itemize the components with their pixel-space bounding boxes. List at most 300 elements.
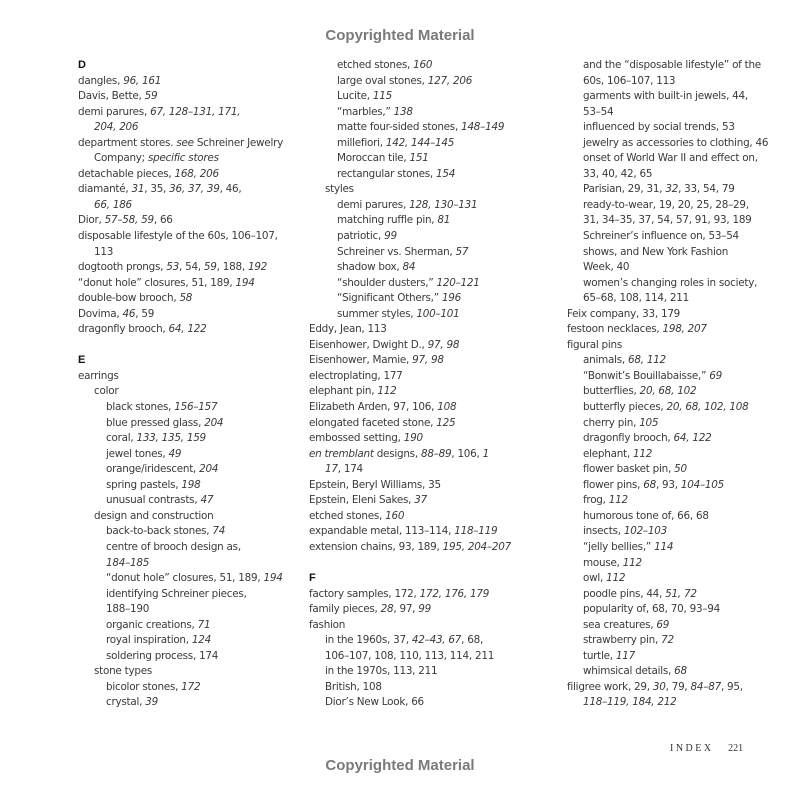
index-entry <box>309 447 539 463</box>
illustration-page-ref: 133, 135, 159 <box>136 432 206 445</box>
entry-text: Davis, Bette, <box>78 90 145 103</box>
illustration-page-ref: 59 <box>144 90 158 103</box>
index-column-1 <box>78 58 308 711</box>
illustration-page-ref: 59 <box>203 261 217 274</box>
illustration-page-ref: 68 <box>643 478 656 491</box>
index-entry <box>78 291 308 307</box>
entry-text: British, 108 <box>325 680 382 693</box>
index-entry <box>309 509 539 525</box>
entry-text: flower basket pin, <box>583 463 675 476</box>
entry-text: organic creations, <box>106 618 198 631</box>
page-number: 221 <box>728 743 744 754</box>
entry-text: elephant pin, <box>309 385 378 398</box>
illustration-page-ref: 194 <box>263 572 283 585</box>
index-subentry <box>567 571 792 587</box>
entry-text: coral, <box>106 432 137 445</box>
index-letter-heading <box>78 353 308 369</box>
entry-text: 113 <box>94 245 114 258</box>
index-entry <box>309 602 539 618</box>
index-subentry <box>309 167 539 183</box>
page-footer <box>670 743 743 754</box>
index-subentry <box>567 120 792 136</box>
illustration-page-ref: 108 <box>437 401 457 414</box>
entry-text: butterflies, <box>583 385 640 398</box>
index-subentry <box>78 384 308 400</box>
entry-text: ready-to-wear, 19, 20, 25, 28–29, <box>583 198 749 211</box>
illustration-page-ref: 172, 176, 179 <box>419 587 490 600</box>
illustration-page-ref: 50 <box>674 463 687 476</box>
illustration-page-ref: 204 <box>199 463 219 476</box>
illustration-page-ref: 42–43, 67 <box>411 634 462 647</box>
index-letter-heading <box>78 58 308 74</box>
index-entry <box>309 493 539 509</box>
index-subentry <box>78 540 308 556</box>
illustration-page-ref: 74 <box>212 525 226 538</box>
entry-text: and the “disposable lifestyle” of the <box>583 59 761 71</box>
entry-text: 106–107, 108, 110, 113, 114, 211 <box>325 649 495 662</box>
index-subentry <box>567 384 792 400</box>
entry-text: “donut hole” closures, 51, 189, <box>78 276 236 289</box>
index-column-3 <box>567 58 792 711</box>
index-subentry <box>309 260 539 276</box>
illustration-page-ref: 100–101 <box>416 307 460 320</box>
illustration-page-ref: 53 <box>166 261 179 274</box>
entry-text: disposable lifestyle of the 60s, 106–107, <box>78 230 278 243</box>
index-entry <box>78 307 308 323</box>
entry-text: , 95, <box>720 680 743 693</box>
entry-text: women’s changing roles in society, <box>583 276 758 289</box>
entry-text: , 59 <box>135 307 155 320</box>
entry-text: royal inspiration, <box>106 634 192 647</box>
index-subentry <box>309 151 539 167</box>
entry-text: 60s, 106–107, 113 <box>583 74 676 87</box>
entry-text: , 68, <box>461 634 484 647</box>
index-subentry <box>309 105 539 121</box>
index-entry <box>78 105 308 121</box>
illustration-page-ref: 49 <box>168 447 182 460</box>
section-spacer <box>309 556 539 572</box>
illustration-page-ref: 67, 128–131, 171, <box>150 105 241 118</box>
entry-text: flower pins, <box>583 478 644 491</box>
entry-text: black stones, <box>106 401 175 414</box>
entry-text: Eddy, Jean, 113 <box>309 323 387 336</box>
illustration-page-ref: 28 <box>380 603 394 616</box>
index-subentry <box>567 509 792 525</box>
index-subentry <box>78 509 308 525</box>
entry-text: humorous tone of, 66, 68 <box>583 509 709 522</box>
index-subentry <box>78 447 308 463</box>
index-subentry <box>567 353 792 369</box>
entry-text: matte four-sided stones, <box>337 121 462 134</box>
entry-text: , 106, <box>451 447 483 460</box>
index-subentry <box>567 291 792 307</box>
index-subentry <box>78 400 308 416</box>
entry-text: D <box>78 59 86 71</box>
index-subentry <box>567 58 792 74</box>
entry-text: popularity of, 68, 70, 93–94 <box>583 603 720 616</box>
index-subentry <box>78 633 308 649</box>
entry-text: , 97, <box>393 603 419 616</box>
illustration-page-ref: 112 <box>622 556 642 569</box>
entry-text: back-to-back stones, <box>106 525 213 538</box>
index-subentry <box>567 556 792 572</box>
entry-text: earrings <box>78 369 119 382</box>
entry-text: centre of brooch design as, <box>106 540 241 553</box>
entry-text: , 93, <box>655 478 681 491</box>
illustration-page-ref: 112 <box>606 572 626 585</box>
index-entry <box>309 400 539 416</box>
illustration-page-ref: 156–157 <box>174 401 218 414</box>
entry-text: , 33, 54, 79 <box>678 183 735 196</box>
index-subentry <box>309 229 539 245</box>
illustration-page-ref: 37 <box>414 494 427 507</box>
entry-text: Dior’s New Look, 66 <box>325 696 424 709</box>
index-subentry <box>567 198 792 214</box>
index-subentry <box>567 478 792 494</box>
index-subentry <box>78 695 308 711</box>
index-subentry <box>309 633 539 649</box>
illustration-page-ref: 81 <box>437 214 451 227</box>
index-entry <box>309 618 539 634</box>
entry-text: 188–190 <box>106 603 150 616</box>
index-entry <box>78 369 308 385</box>
entry-text: , 66 <box>153 214 173 227</box>
illustration-page-ref: 196 <box>441 292 462 305</box>
illustration-page-ref: 64, 122 <box>673 432 712 445</box>
entry-text: diamanté, <box>78 183 132 196</box>
entry-text: jewel tones, <box>106 447 169 460</box>
illustration-page-ref: 168, 206 <box>174 167 219 180</box>
entry-text: extension chains, 93, 189, <box>309 540 443 553</box>
entry-text: dragonfly brooch, <box>78 323 169 336</box>
entry-text: stone types <box>94 665 153 678</box>
index-entry <box>309 369 539 385</box>
index-subentry <box>309 213 539 229</box>
illustration-page-ref: 99 <box>384 230 397 243</box>
copyright-watermark-bottom: Copyrighted Material <box>325 757 475 774</box>
index-entry <box>309 524 539 540</box>
index-entry <box>309 431 539 447</box>
entry-text: , 188, <box>216 261 248 274</box>
index-subentry <box>78 602 308 618</box>
entry-text: 33, 40, 42, 65 <box>583 167 653 180</box>
entry-text: butterfly pieces, <box>583 401 667 414</box>
index-subentry <box>567 276 792 292</box>
entry-text: , 46, <box>219 183 242 196</box>
illustration-page-ref: 17 <box>325 463 338 476</box>
index-subentry <box>78 416 308 432</box>
illustration-page-ref: 97, 98 <box>427 338 460 351</box>
index-entry <box>309 322 539 338</box>
entry-text: etched stones, <box>309 509 386 522</box>
entry-text: , 54, <box>178 261 204 274</box>
illustration-page-ref: see <box>176 136 194 149</box>
index-entry <box>78 74 308 90</box>
entry-text: etched stones, <box>337 59 414 71</box>
entry-text: “Bonwit’s Bouillabaisse,” <box>583 369 710 382</box>
illustration-page-ref: 204, 206 <box>94 121 139 134</box>
index-subentry <box>567 260 792 276</box>
illustration-page-ref: 154 <box>436 167 456 180</box>
illustration-page-ref: 47 <box>200 494 214 507</box>
entry-text: orange/iridescent, <box>106 463 200 476</box>
index-subentry <box>309 664 539 680</box>
entry-text: Dior, <box>78 214 105 227</box>
entry-text: shows, and New York Fashion <box>583 245 729 258</box>
entry-text: rectangular stones, <box>337 167 437 180</box>
illustration-page-ref: 194 <box>235 276 255 289</box>
index-entry <box>78 229 308 245</box>
illustration-page-ref: 102–103 <box>623 525 667 538</box>
illustration-page-ref: 31 <box>131 183 145 196</box>
entry-text: soldering process, 174 <box>106 649 219 662</box>
copyright-watermark-top: Copyrighted Material <box>325 27 475 44</box>
index-subentry <box>309 276 539 292</box>
index-subentry <box>567 400 792 416</box>
entry-text: unusual contrasts, <box>106 494 201 507</box>
index-subentry <box>309 136 539 152</box>
index-entry <box>567 322 792 338</box>
illustration-page-ref: specific stores <box>148 152 219 165</box>
entry-text: owl, <box>583 572 607 585</box>
illustration-page-ref: 104–105 <box>680 478 725 491</box>
index-entry <box>309 540 539 556</box>
index-subentry <box>567 229 792 245</box>
index-subentry <box>567 493 792 509</box>
index-subentry <box>567 587 792 603</box>
entry-text: dragonfly brooch, <box>583 432 674 445</box>
entry-text: spring pastels, <box>106 478 182 491</box>
illustration-page-ref: 20, 68, 102 <box>639 385 697 398</box>
illustration-page-ref: 118–119, 184, 212 <box>583 696 677 709</box>
entry-text: blue pressed glass, <box>106 416 205 429</box>
index-entry <box>309 416 539 432</box>
illustration-page-ref: 160 <box>413 59 433 71</box>
index-entry <box>567 680 792 696</box>
index-subentry <box>309 198 539 214</box>
index-subentry <box>567 74 792 90</box>
illustration-page-ref: 160 <box>385 509 405 522</box>
illustration-page-ref: 128, 130–131 <box>409 198 478 211</box>
index-subentry <box>309 291 539 307</box>
index-subentry <box>78 431 308 447</box>
illustration-page-ref: 97, 98 <box>412 354 444 367</box>
entry-text: 65–68, 108, 114, 211 <box>583 292 689 305</box>
illustration-page-ref: 84 <box>402 261 416 274</box>
entry-text: expandable metal, 113–114, <box>309 525 455 538</box>
illustration-page-ref: 127, 206 <box>427 74 473 87</box>
illustration-page-ref: 99 <box>418 603 432 616</box>
illustration-page-ref: 96, 161 <box>123 74 162 87</box>
illustration-page-ref: 115 <box>372 90 392 103</box>
entry-text: elephant, <box>583 447 633 460</box>
entry-text: shadow box, <box>337 261 403 274</box>
index-subentry <box>78 680 308 696</box>
illustration-page-ref: 57 <box>455 245 469 258</box>
entry-text: poodle pins, 44, <box>583 587 666 600</box>
illustration-page-ref: 36, 37, 39 <box>169 183 220 196</box>
illustration-page-ref: 118–119 <box>454 525 498 538</box>
index-subentry <box>567 89 792 105</box>
entry-text: styles <box>325 183 354 196</box>
entry-text: festoon necklaces, <box>567 323 663 336</box>
index-subentry <box>567 695 792 711</box>
illustration-page-ref: 112 <box>608 494 628 507</box>
index-subentry <box>567 105 792 121</box>
entry-text: 53–54 <box>583 105 614 118</box>
entry-text: millefiori, <box>337 136 386 149</box>
illustration-page-ref: 114 <box>654 540 674 553</box>
index-subentry <box>78 245 308 261</box>
entry-text: dangles, <box>78 74 124 87</box>
index-subentry <box>567 618 792 634</box>
entry-text: , 79, <box>665 680 691 693</box>
index-letter-heading <box>309 571 539 587</box>
entry-text: turtle, <box>583 649 616 662</box>
index-subentry <box>309 649 539 665</box>
entry-text: fashion <box>309 618 346 631</box>
illustration-page-ref: 112 <box>377 385 397 398</box>
index-subentry <box>78 493 308 509</box>
illustration-page-ref: 84–87 <box>690 680 721 693</box>
illustration-page-ref: 124 <box>191 634 211 647</box>
entry-text: E <box>78 354 86 367</box>
entry-text: electroplating, 177 <box>309 369 403 382</box>
entry-text: animals, <box>583 354 628 367</box>
entry-text: in the 1960s, 37, <box>325 634 412 647</box>
entry-text: , 174 <box>337 463 363 476</box>
entry-text: in the 1970s, 113, 211 <box>325 665 438 678</box>
entry-text: Week, 40 <box>583 261 630 274</box>
entry-text: Schreiner’s influence on, 53–54 <box>583 230 739 243</box>
entry-text: double-bow brooch, <box>78 292 180 305</box>
index-subentry <box>78 571 308 587</box>
index-entry <box>78 136 308 152</box>
entry-text: designs, <box>373 447 421 460</box>
index-entry <box>78 182 308 198</box>
index-subentry <box>309 74 539 90</box>
illustration-page-ref: 46 <box>122 307 136 320</box>
index-entry <box>78 213 308 229</box>
entry-text: “donut hole” closures, 51, 189, <box>106 572 264 585</box>
entry-text: insects, <box>583 525 624 538</box>
illustration-page-ref: 66, 186 <box>94 198 132 211</box>
illustration-page-ref: 125 <box>436 416 456 429</box>
index-entry <box>309 478 539 494</box>
entry-text: design and construction <box>94 509 214 522</box>
entry-text: factory samples, 172, <box>309 587 420 600</box>
index-entry <box>309 587 539 603</box>
entry-text: Parisian, 29, 31, <box>583 183 666 196</box>
entry-text: Moroccan tile, <box>337 152 410 165</box>
entry-text: strawberry pin, <box>583 634 662 647</box>
index-subentry <box>567 182 792 198</box>
illustration-page-ref: 88–89 <box>420 447 452 460</box>
index-subentry <box>567 136 792 152</box>
index-subentry <box>567 664 792 680</box>
illustration-page-ref: 190 <box>403 432 423 445</box>
index-subentry <box>309 245 539 261</box>
entry-text: dogtooth prongs, <box>78 261 167 274</box>
entry-text: whimsical details, <box>583 665 675 678</box>
entry-text: garments with built-in jewels, 44, <box>583 90 748 103</box>
index-subentry <box>567 369 792 385</box>
illustration-page-ref: 204 <box>204 416 224 429</box>
illustration-page-ref: 30 <box>652 680 666 693</box>
index-subentry <box>567 524 792 540</box>
index-subentry <box>567 431 792 447</box>
entry-text: Lucite, <box>337 90 373 103</box>
entry-text: Eisenhower, Mamie, <box>309 354 413 367</box>
entry-text: bicolor stones, <box>106 680 182 693</box>
index-subentry <box>78 556 308 572</box>
illustration-page-ref: 112 <box>633 447 653 460</box>
illustration-page-ref: 58 <box>179 292 193 305</box>
entry-text: “Significant Others,” <box>337 292 442 305</box>
index-subentry <box>567 245 792 261</box>
entry-text: detachable pieces, <box>78 167 175 180</box>
index-subentry <box>309 462 539 478</box>
illustration-page-ref: 20, 68, 102, 108 <box>666 401 749 414</box>
index-entry <box>78 322 308 338</box>
illustration-page-ref: 69 <box>709 369 723 382</box>
entry-text: , 35, <box>144 183 170 196</box>
illustration-page-ref: 192 <box>247 261 268 274</box>
index-entry <box>567 338 792 354</box>
entry-text: patriotic, <box>337 230 385 243</box>
index-subentry <box>309 680 539 696</box>
index-subentry <box>309 120 539 136</box>
entry-text: Elizabeth Arden, 97, 106, <box>309 401 438 414</box>
entry-text: identifying Schreiner pieces, <box>106 587 247 600</box>
index-subentry <box>78 120 308 136</box>
entry-text: frog, <box>583 494 609 507</box>
index-entry <box>567 307 792 323</box>
illustration-page-ref: 172 <box>181 680 201 693</box>
index-subentry <box>309 58 539 74</box>
index-entry <box>78 89 308 105</box>
entry-text: mouse, <box>583 556 623 569</box>
entry-text: family pieces, <box>309 603 381 616</box>
entry-text: department stores. <box>78 136 177 149</box>
illustration-page-ref: 198 <box>181 478 201 491</box>
running-footer-section: INDEX <box>670 743 714 754</box>
entry-text: Schreiner Jewelry <box>193 136 284 149</box>
index-subentry <box>309 695 539 711</box>
entry-text: embossed setting, <box>309 432 404 445</box>
illustration-page-ref: 151 <box>409 152 429 165</box>
entry-text: large oval stones, <box>337 74 428 87</box>
index-subentry <box>567 416 792 432</box>
index-subentry <box>309 182 539 198</box>
entry-text: summer styles, <box>337 307 417 320</box>
index-subentry <box>78 664 308 680</box>
entry-text: crystal, <box>106 696 146 709</box>
entry-text: demi parures, <box>337 198 410 211</box>
illustration-page-ref: 1 <box>482 447 490 460</box>
entry-text: Schreiner vs. Sherman, <box>337 245 456 258</box>
index-entry <box>78 167 308 183</box>
entry-text: filigree work, 29, <box>567 680 653 693</box>
index-subentry <box>567 462 792 478</box>
illustration-page-ref: 120–121 <box>436 276 480 289</box>
entry-text: “shoulder dusters,” <box>337 276 437 289</box>
index-subentry <box>567 540 792 556</box>
index-subentry <box>78 587 308 603</box>
entry-text: elongated faceted stone, <box>309 416 437 429</box>
entry-text: 31, 34–35, 37, 54, 57, 91, 93, 189 <box>583 214 752 227</box>
illustration-page-ref: 195, 204–207 <box>442 540 511 553</box>
